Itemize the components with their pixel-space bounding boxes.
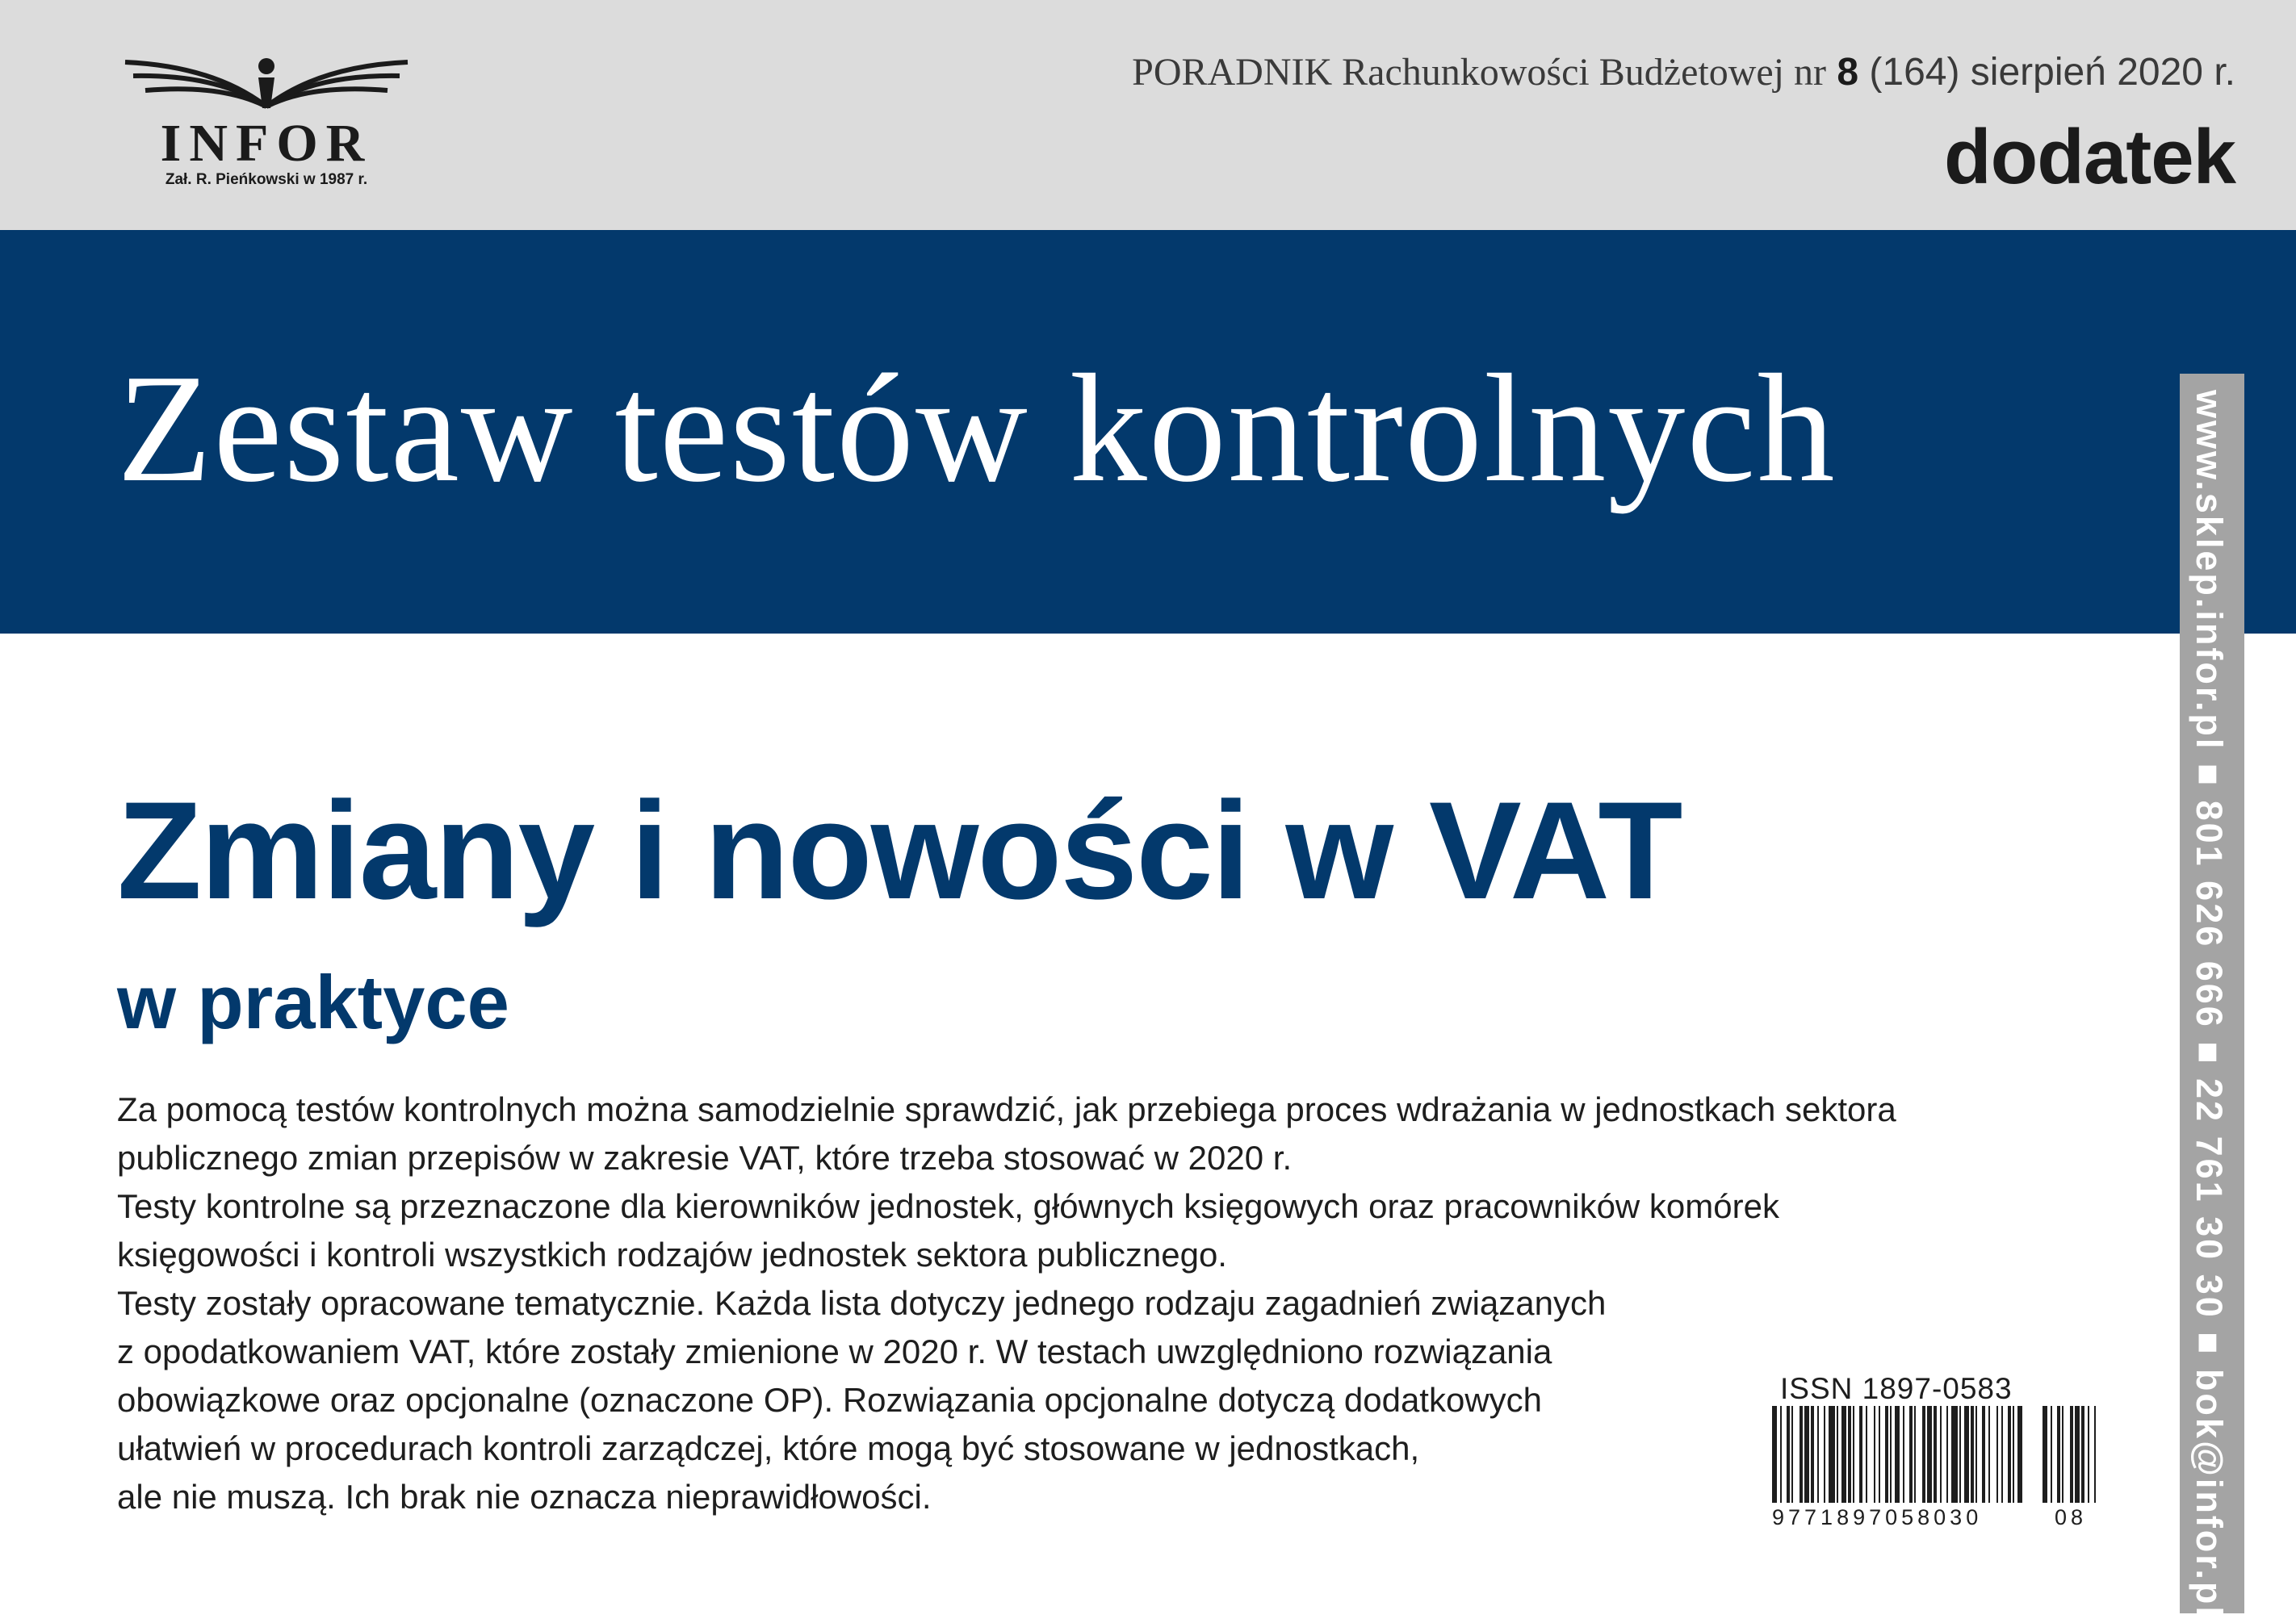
description-line: Testy zostały opracowane tematycznie. Każda lista dotyczy jednego rodzaju zagadnień związanych xyxy=(117,1284,1607,1322)
publication-prefix: PORADNIK Rachunkowości Budżetowej nr xyxy=(1132,51,1826,94)
wings-icon xyxy=(117,50,416,119)
barcode-addon-digits: 08 xyxy=(2055,1505,2088,1529)
publication-line xyxy=(1132,50,2235,94)
description-line: obowiązkowe oraz opcjonalne (oznaczone OP). Rozwiązania opcjonalne dotyczą dodatkowych xyxy=(117,1381,1543,1419)
contact-strip xyxy=(2180,374,2244,1619)
description-line: z opodatkowaniem VAT, które zostały zmienione w 2020 r. W testach uwzględniono rozwiązania xyxy=(117,1332,1552,1370)
series-title: Zestaw testów kontrolnych xyxy=(117,342,1837,514)
infor-logo xyxy=(117,50,416,195)
supplement-label: dodatek xyxy=(1943,114,2235,200)
issue-details: (164) sierpień 2020 r. xyxy=(1869,51,2235,94)
contact-text: www.sklep.infor.pl ■ 801 626 666 ■ 22 761 30 30 ■ bok@infor.pl xyxy=(2189,390,2230,1619)
page-title: Zmiany i nowości w VAT xyxy=(117,773,1682,928)
page-subtitle: w praktyce xyxy=(117,960,509,1044)
barcode-addon-icon xyxy=(2043,1406,2099,1503)
description-line: Testy kontrolne są przeznaczone dla kierowników jednostek, głównych księgowych oraz pracowników komórek xyxy=(117,1187,1779,1225)
barcode-digits: 9771897058030 xyxy=(1772,1505,1983,1529)
logo-founded-note: Zał. R. Pieńkowski w 1987 r. xyxy=(165,171,368,188)
description-line: ale nie muszą. Ich brak nie oznacza nieprawidłowości. xyxy=(117,1478,932,1516)
barcode-icon xyxy=(1772,1406,2022,1503)
issn-label: ISSN 1897-0583 xyxy=(1780,1372,2013,1405)
description-line: publicznego zmian przepisów w zakresie VAT, które trzeba stosować w 2020 r. xyxy=(117,1139,1293,1177)
description-line: Za pomocą testów kontrolnych można samodzielnie sprawdzić, jak przebiega proces wdrażania w jednostkach sektora xyxy=(117,1090,1896,1128)
issue-number: 8 xyxy=(1837,51,1859,94)
logo-wordmark: INFOR xyxy=(160,114,373,173)
header-bar xyxy=(0,0,2296,230)
description-line: ułatwień w procedurach kontroli zarządczej, które mogą być stosowane w jednostkach, xyxy=(117,1429,1420,1467)
description-line: księgowości i kontroli wszystkich rodzajów jednostek sektora publicznego. xyxy=(117,1236,1227,1274)
